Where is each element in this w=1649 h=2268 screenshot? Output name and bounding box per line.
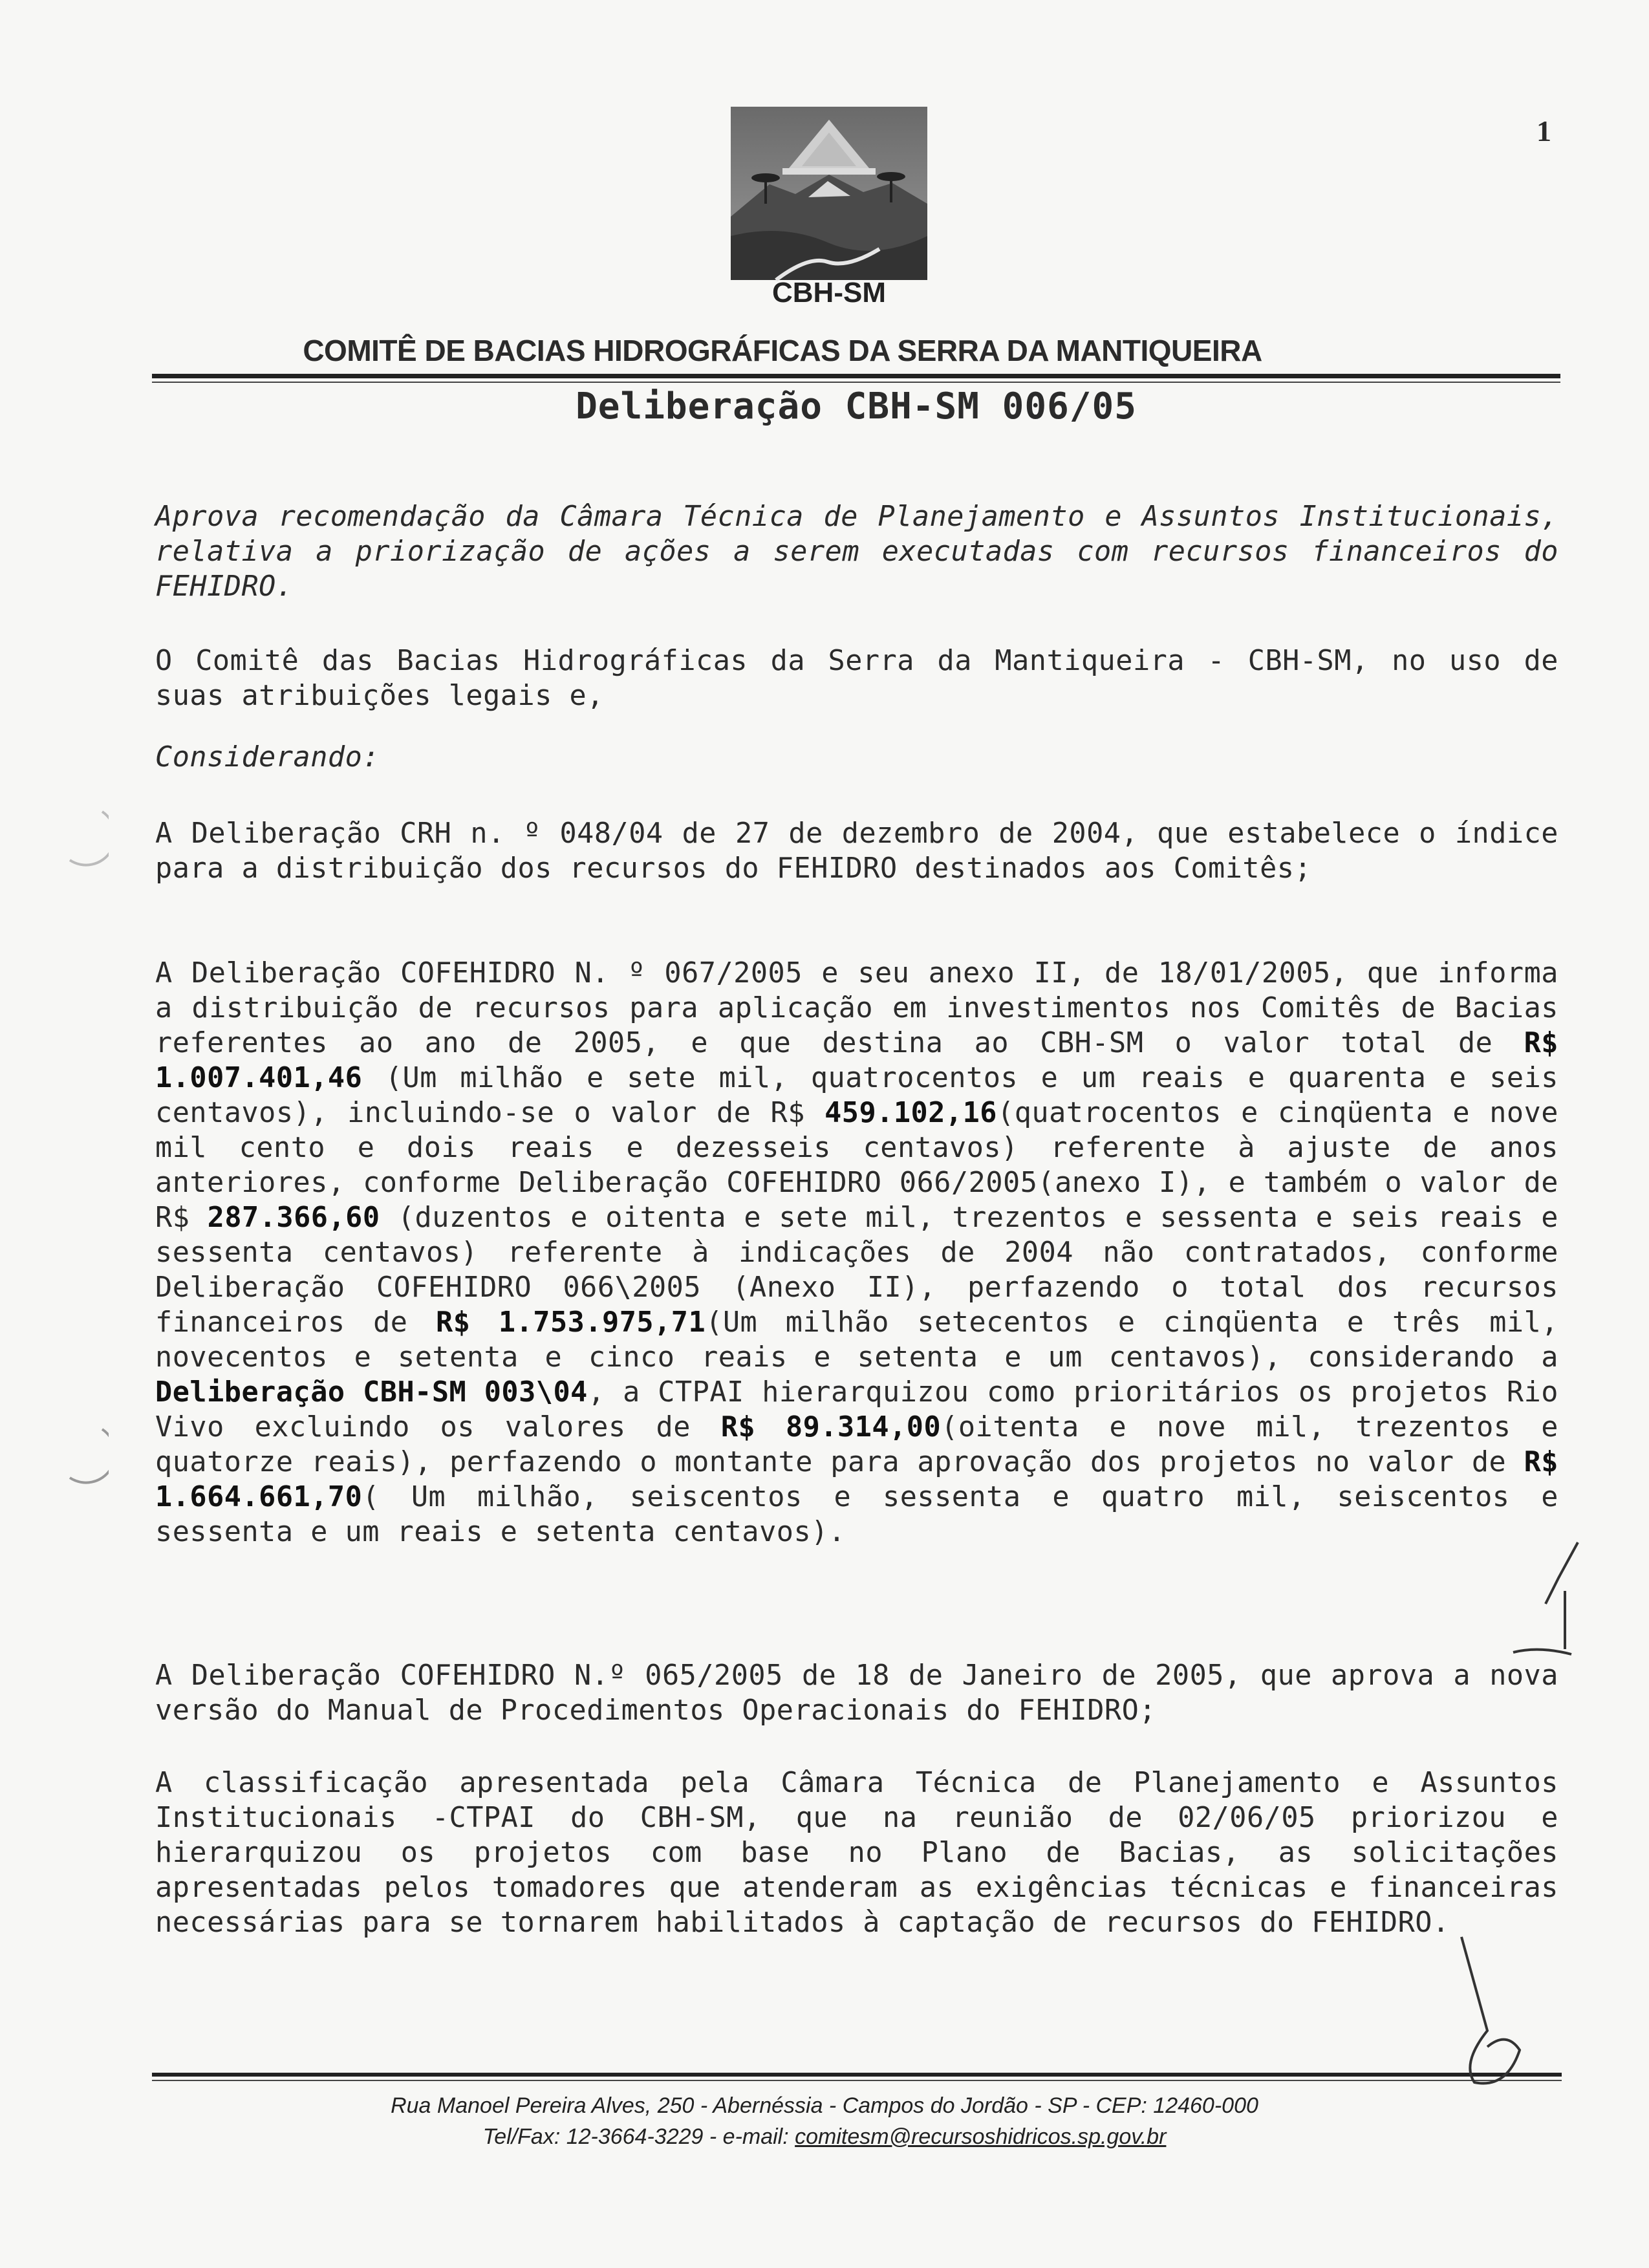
considering-item-4: A classificação apresentada pela Câmara Técnica de Planejamento e Assuntos Institucionais -CTPAI do CBH-SM, que na reunião de 02/06/05 priorizou e hierarquizou os projetos com base no Plano de Bacias, as solicitações apresentadas pelos tomadores que atenderam as exigências técnicas e financeiras necessárias para se tornarem habilitados à captação de recursos do FEHIDRO. xyxy=(155,1767,1558,1939)
footer-address: Rua Manoel Pereira Alves, 250 - Abernéssia - Campos do Jordão - SP - CEP: 12460-000 xyxy=(391,2093,1258,2118)
signature-mark-icon xyxy=(1449,1934,1546,2095)
amount-rio-vivo: R$ 89.314,00 xyxy=(720,1411,942,1443)
deliberation-title: Deliberação CBH-SM 006/05 xyxy=(576,385,1137,427)
mountain-landscape-logo-icon xyxy=(731,107,927,307)
considering-item-3: A Deliberação COFEHIDRO N.º 065/2005 de 18 de Janeiro de 2005, que aprova a nova versão do Manual de Procedimentos Operacionais do FEHIDRO; xyxy=(155,1659,1558,1727)
cbh-sm-logo xyxy=(731,107,927,307)
footer-email[interactable]: comitesm@recursoshidricos.sp.gov.br xyxy=(795,2124,1167,2149)
abstract-paragraph: Aprova recomendação da Câmara Técnica de Planejamento e Assuntos Institucionais, relativa a priorização de ações a serem executadas com recursos financeiros do FEHIDRO. xyxy=(155,501,1558,603)
punch-hole-top-icon xyxy=(57,808,109,867)
punch-hole-bottom-icon xyxy=(57,1426,109,1484)
amount-approval: R$ 1.664.661,70 xyxy=(155,1446,1558,1513)
logo-text: CBH-SM xyxy=(772,277,886,307)
header-rule-thin xyxy=(152,382,1560,383)
footer-contact: Tel/Fax: 12-3664-3229 - e-mail: comitesm@recursoshidricos.sp.gov.br xyxy=(482,2124,1167,2149)
considering-item-2: A Deliberação COFEHIDRO N. º 067/2005 e seu anexo II, de 18/01/2005, que informa a distribuição de recursos para aplicação em investimentos nos Comitês de Bacias referentes ao ano de 2005, e que destina ao CBH-SM o valor total de R$ 1.007.401,46 (Um milhão e sete mil, quatrocentos e um reais e quarenta e seis centavos), incluindo-se o valor de R$ 459.102,16(quatrocentos e cinqüenta e nove mil cento e dois reais e dezesseis centavos) referente à ajuste de anos anteriores, conforme Deliberação COFEHIDRO 066/2005(anexo I), e também o valor de R$ 287.366,60 (duzentos e oitenta e sete mil, trezentos e sessenta e seis reais e sessenta centavos) referente à indicações de 2004 não contratados, conforme Deliberação COFEHIDRO 066\2005 (Anexo II), perfazendo o total dos recursos financeiros de R$ 1.753.975,71(Um milhão setecentos e cinqüenta e três mil, novecentos e setenta e cinco reais e setenta e um centavos), considerando a Deliberação CBH-SM 003\04, a CTPAI hierarquizou como prioritários os projetos Rio Vivo excluindo os valores de R$ 89.314,00(oitenta e nove mil, trezentos e quatorze reais), perfazendo o montante para aprovação dos projetos no valor de R$ 1.664.661,70( Um milhão, seiscentos e sessenta e quatro mil, seiscentos e sessenta e um reais e setenta centavos). xyxy=(155,957,1558,1548)
amount-2004: 287.366,60 xyxy=(207,1202,380,1234)
amount-financial-total: R$ 1.753.975,71 xyxy=(436,1306,706,1339)
amount-total: R$ 1.007.401,46 xyxy=(155,1027,1558,1094)
page-number: 1 xyxy=(1536,114,1551,147)
committee-name: COMITÊ DE BACIAS HIDROGRÁFICAS DA SERRA DA MANTIQUEIRA xyxy=(303,334,1262,367)
footer-rule xyxy=(152,2073,1562,2077)
considering-item-1: A Deliberação CRH n. º 048/04 de 27 de dezembro de 2004, que estabelece o índice para a distribuição dos recursos do FEHIDRO destinados aos Comitês; xyxy=(155,817,1558,885)
considering-heading: Considerando: xyxy=(155,741,380,773)
amount-adjustment: 459.102,16 xyxy=(824,1097,997,1129)
intro-paragraph: O Comitê das Bacias Hidrográficas da Serra da Mantiqueira - CBH-SM, no uso de suas atribuições legais e, xyxy=(155,645,1558,712)
deliberation-reference: Deliberação CBH-SM 003\04 xyxy=(155,1376,588,1409)
signature-initials-icon xyxy=(1461,1539,1591,1656)
footer-rule-thin xyxy=(152,2080,1562,2081)
header-rule xyxy=(152,374,1560,378)
